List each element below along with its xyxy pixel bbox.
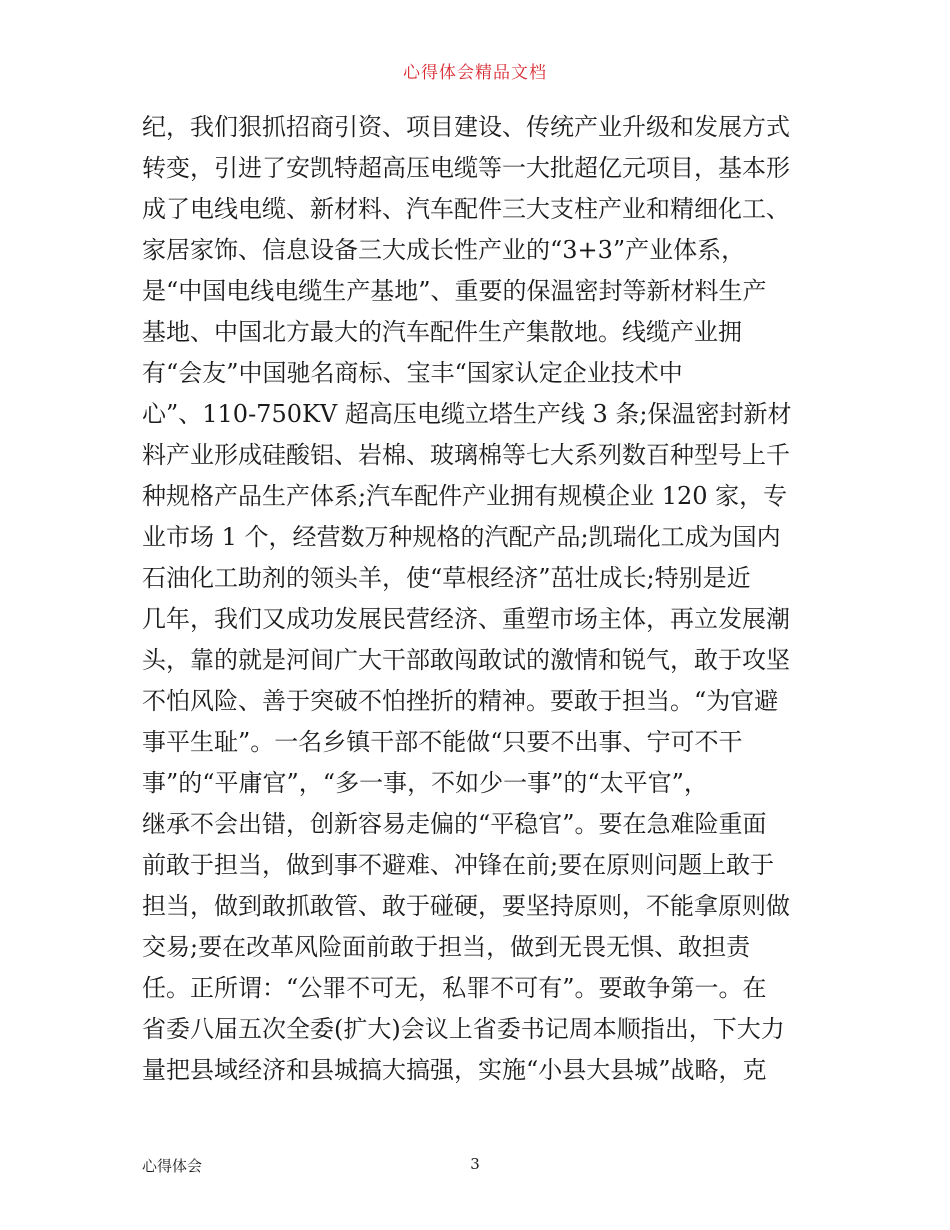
text-line: 事”的“平庸官”，“多一事，不如少一事”的“太平官”， <box>142 769 708 797</box>
text-line: 家居家饰、信息设备三大成长性产业的“3+3”产业体系， <box>142 236 746 264</box>
body-paragraph <box>142 107 814 1091</box>
text-line: 成了电线电缆、新材料、汽车配件三大支柱产业和精细化工、 <box>142 195 790 223</box>
text-line: 任。正所谓：“公罪不可无，私罪不可有”。要敢争第一。在 <box>142 974 767 1002</box>
text-line: 几年，我们又成功发展民营经济、重塑市场主体，再立发展潮 <box>142 605 790 633</box>
page-header-title: 心得体会精品文档 <box>403 63 547 83</box>
text-line: 纪，我们狠抓招商引资、项目建设、传统产业升级和发展方式 <box>142 113 790 141</box>
text-line: 种规格产品生产体系;汽车配件产业拥有规模企业 120 家，专 <box>142 482 788 510</box>
text-line: 是“中国电线电缆生产基地”、重要的保温密封等新材料生产 <box>142 277 767 305</box>
text-line: 省委八届五次全委(扩大)会议上省委书记周本顺指出，下大力 <box>142 1015 785 1043</box>
text-line: 料产业形成硅酸铝、岩棉、玻璃棉等七大系列数百种型号上千 <box>142 441 790 469</box>
text-line: 交易;要在改革风险面前敢于担当，做到无畏无惧、敢担责 <box>142 933 751 961</box>
text-line: 量把县域经济和县城搞大搞强，实施“小县大县城”战略，克 <box>142 1056 767 1084</box>
text-line: 转变，引进了安凯特超高压电缆等一大批超亿元项目，基本形 <box>142 154 790 182</box>
text-line: 石油化工助剂的领头羊，使“草根经济”茁壮成长;特别是近 <box>142 564 751 592</box>
text-line: 头，靠的就是河间广大干部敢闯敢试的激情和锐气，敢于攻坚 <box>142 646 790 674</box>
text-line: 心”、110-750KV 超高压电缆立塔生产线 3 条;保温密封新材 <box>142 400 792 428</box>
footer-label: 心得体会 <box>142 1157 203 1175</box>
text-line: 前敢于担当，做到事不避难、冲锋在前;要在原则问题上敢于 <box>142 851 775 879</box>
text-line: 不怕风险、善于突破不怕挫折的精神。要敢于担当。“为官避 <box>142 687 779 715</box>
page-number: 3 <box>470 1155 480 1173</box>
text-line: 担当，做到敢抓敢管、敢于碰硬，要坚持原则，不能拿原则做 <box>142 892 790 920</box>
text-line: 业市场 1 个，经营数万种规格的汽配产品;凯瑞化工成为国内 <box>142 523 781 551</box>
text-line: 有“会友”中国驰名商标、宝丰“国家认定企业技术中 <box>142 359 683 387</box>
text-line: 事平生耻”。一名乡镇干部不能做“只要不出事、宁可不干 <box>142 728 743 756</box>
text-line: 基地、中国北方最大的汽车配件生产集散地。线缆产业拥 <box>142 318 742 346</box>
text-line: 继承不会出错，创新容易走偏的“平稳官”。要在急难险重面 <box>142 810 767 838</box>
